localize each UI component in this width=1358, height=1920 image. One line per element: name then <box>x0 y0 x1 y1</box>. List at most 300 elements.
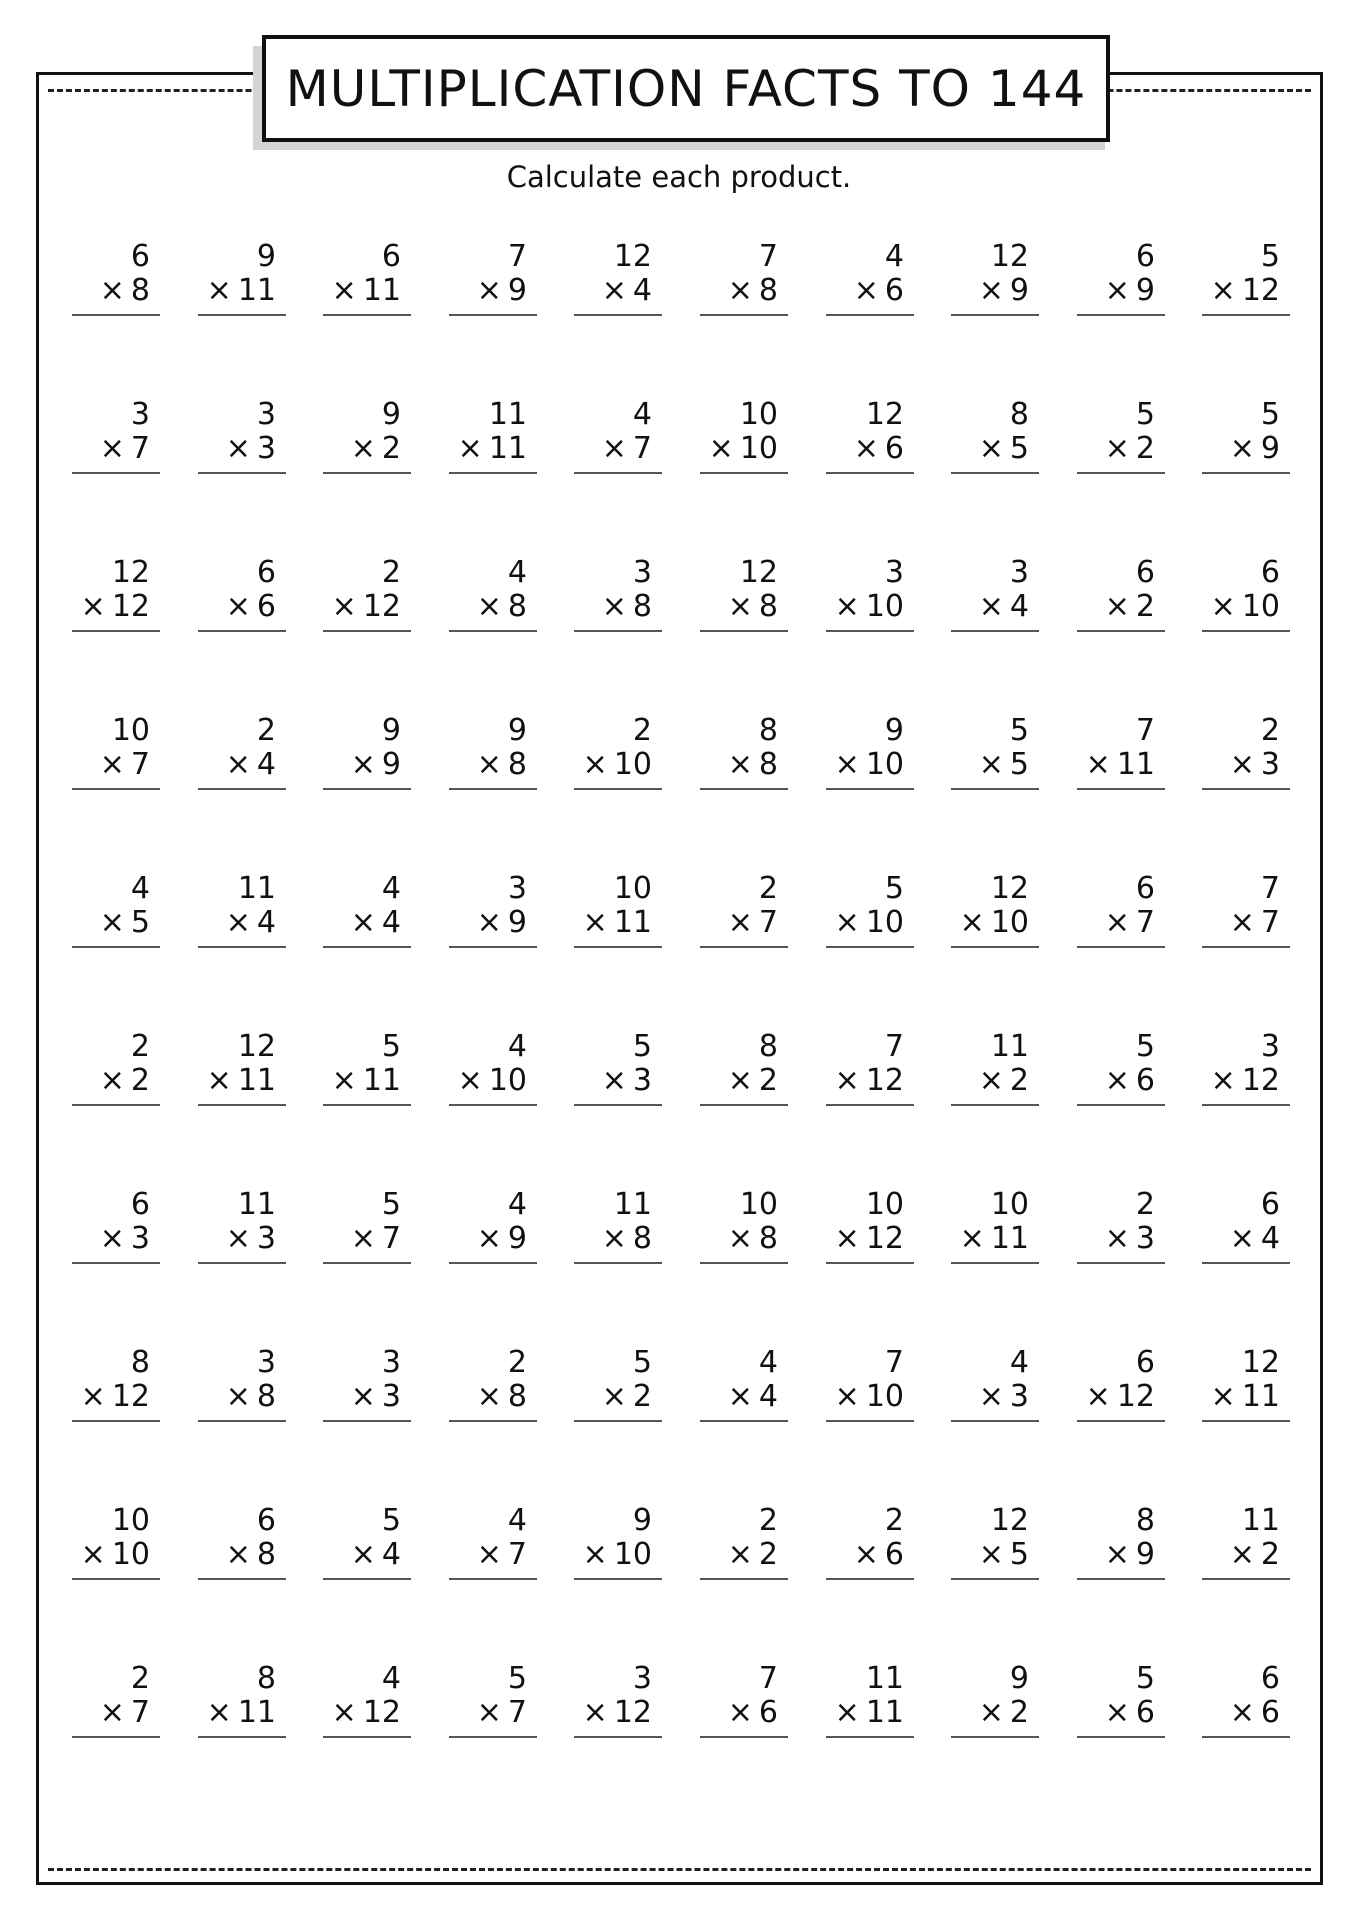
multiplier-value: 8 <box>758 747 778 782</box>
answer-line[interactable] <box>700 1262 788 1264</box>
multiplier <box>207 1064 276 1098</box>
multiplier-value: 8 <box>758 589 778 624</box>
answer-line[interactable] <box>700 1736 788 1738</box>
answer-line[interactable] <box>700 630 788 632</box>
multiply-sign: × <box>206 273 232 308</box>
problem-item <box>1077 1188 1165 1264</box>
answer-line[interactable] <box>1202 314 1290 316</box>
answer-line[interactable] <box>323 314 411 316</box>
multiplicand: 5 <box>1135 397 1155 432</box>
answer-line[interactable] <box>449 788 537 790</box>
multiplicand: 2 <box>884 1503 904 1538</box>
answer-line[interactable] <box>700 946 788 948</box>
multiplier <box>332 1696 401 1730</box>
multiplicand: 7 <box>758 1661 778 1696</box>
problem-item <box>198 556 286 632</box>
multiply-sign: × <box>1104 1537 1130 1572</box>
answer-line[interactable] <box>198 1104 286 1106</box>
multiplicand: 5 <box>507 1661 527 1696</box>
multiplier-value: 7 <box>130 431 150 466</box>
answer-line[interactable] <box>700 314 788 316</box>
answer-line[interactable] <box>1077 1104 1165 1106</box>
multiplier <box>835 590 904 624</box>
multiplicand: 3 <box>884 555 904 590</box>
problem-item <box>72 714 160 790</box>
problem-item <box>1077 1662 1165 1738</box>
multiplier <box>728 1064 778 1098</box>
multiplicand: 4 <box>1009 1345 1029 1380</box>
multiply-sign: × <box>582 1537 608 1572</box>
answer-line[interactable] <box>700 1578 788 1580</box>
multiplier-value: 11 <box>362 1063 401 1098</box>
problem-item <box>449 1188 537 1264</box>
problem-item <box>323 1188 411 1264</box>
answer-line[interactable] <box>198 788 286 790</box>
problem-item <box>198 1188 286 1264</box>
problem-item <box>574 1188 662 1264</box>
problem-item <box>1077 1504 1165 1580</box>
multiplier <box>1105 1538 1155 1572</box>
multiplicand: 2 <box>130 1661 150 1696</box>
multiplier <box>1230 432 1280 466</box>
answer-line[interactable] <box>1077 1420 1165 1422</box>
multiplier <box>477 1696 527 1730</box>
problem-item <box>1202 714 1290 790</box>
answer-line[interactable] <box>700 1104 788 1106</box>
multiplicand: 5 <box>1009 713 1029 748</box>
answer-line[interactable] <box>574 1736 662 1738</box>
answer-line[interactable] <box>826 1262 914 1264</box>
answer-line[interactable] <box>574 788 662 790</box>
multiplicand: 3 <box>381 1345 401 1380</box>
multiplier <box>583 1538 652 1572</box>
multiply-sign: × <box>476 589 502 624</box>
multiplier-value: 2 <box>381 431 401 466</box>
multiplier-value: 9 <box>507 273 527 308</box>
multiply-sign: × <box>834 1221 860 1256</box>
problem-item <box>700 1188 788 1264</box>
multiplier <box>477 748 527 782</box>
multiplier-value: 12 <box>865 1221 904 1256</box>
answer-line[interactable] <box>1077 314 1165 316</box>
multiplier <box>960 1222 1029 1256</box>
answer-line[interactable] <box>1077 1578 1165 1580</box>
multiplicand: 9 <box>256 239 276 274</box>
problem-item <box>826 872 914 948</box>
answer-line[interactable] <box>323 1420 411 1422</box>
problem-item <box>198 714 286 790</box>
multiply-sign: × <box>959 1221 985 1256</box>
multiplier-value: 8 <box>507 747 527 782</box>
multiplicand: 2 <box>758 871 778 906</box>
multiplier-value: 12 <box>111 589 150 624</box>
answer-line[interactable] <box>72 1736 160 1738</box>
answer-line[interactable] <box>72 788 160 790</box>
answer-line[interactable] <box>449 946 537 948</box>
answer-line[interactable] <box>323 788 411 790</box>
multiplier <box>728 1696 778 1730</box>
problem-item <box>198 398 286 474</box>
multiplicand: 6 <box>1135 871 1155 906</box>
problem-item <box>1202 240 1290 316</box>
answer-line[interactable] <box>574 1262 662 1264</box>
multiplier-value: 12 <box>1116 1379 1155 1414</box>
multiplicand: 2 <box>256 713 276 748</box>
multiplier <box>960 906 1029 940</box>
multiplicand: 8 <box>758 713 778 748</box>
multiplier-value: 10 <box>613 747 652 782</box>
answer-line[interactable] <box>826 946 914 948</box>
answer-line[interactable] <box>1202 1262 1290 1264</box>
multiplier <box>351 432 401 466</box>
multiply-sign: × <box>99 431 125 466</box>
multiplier-value: 10 <box>865 589 904 624</box>
multiply-sign: × <box>1104 1221 1130 1256</box>
multiplicand: 4 <box>507 1503 527 1538</box>
answer-line[interactable] <box>198 314 286 316</box>
multiply-sign: × <box>225 1379 251 1414</box>
answer-line[interactable] <box>574 630 662 632</box>
problem-item <box>700 714 788 790</box>
multiplicand: 10 <box>990 1187 1029 1222</box>
answer-line[interactable] <box>951 1104 1039 1106</box>
answer-line[interactable] <box>574 1420 662 1422</box>
multiply-sign: × <box>350 747 376 782</box>
multiply-sign: × <box>99 1695 125 1730</box>
answer-line[interactable] <box>574 1578 662 1580</box>
multiplier <box>602 432 652 466</box>
multiplier <box>835 748 904 782</box>
multiplier-value: 8 <box>632 589 652 624</box>
answer-line[interactable] <box>951 1578 1039 1580</box>
problem-item <box>449 1662 537 1738</box>
answer-line[interactable] <box>1202 946 1290 948</box>
multiplier <box>477 590 527 624</box>
multiplicand: 4 <box>507 1187 527 1222</box>
answer-line[interactable] <box>198 946 286 948</box>
multiplier-value: 3 <box>256 1221 276 1256</box>
multiplicand: 11 <box>865 1661 904 1696</box>
multiplier-value: 2 <box>130 1063 150 1098</box>
multiply-sign: × <box>225 1221 251 1256</box>
multiply-sign: × <box>978 1379 1004 1414</box>
problem-item <box>1202 1346 1290 1422</box>
answer-line[interactable] <box>951 946 1039 948</box>
multiplicand: 5 <box>1135 1029 1155 1064</box>
problem-item <box>323 1030 411 1106</box>
answer-line[interactable] <box>323 472 411 474</box>
answer-line[interactable] <box>323 1104 411 1106</box>
multiplicand: 8 <box>758 1029 778 1064</box>
problem-item <box>72 1662 160 1738</box>
problem-item <box>1202 1504 1290 1580</box>
multiplier <box>332 1064 401 1098</box>
answer-line[interactable] <box>826 788 914 790</box>
multiplier <box>1105 590 1155 624</box>
multiplier-value: 2 <box>632 1379 652 1414</box>
answer-line[interactable] <box>574 1104 662 1106</box>
answer-line[interactable] <box>323 630 411 632</box>
answer-line[interactable] <box>323 946 411 948</box>
multiply-sign: × <box>1229 1695 1255 1730</box>
problem-item <box>449 240 537 316</box>
problem-item <box>198 1662 286 1738</box>
problem-item <box>72 240 160 316</box>
multiplier-value: 11 <box>990 1221 1029 1256</box>
answer-line[interactable] <box>1077 1262 1165 1264</box>
multiply-sign: × <box>978 431 1004 466</box>
problem-item <box>449 398 537 474</box>
multiply-sign: × <box>727 273 753 308</box>
multiply-sign: × <box>727 747 753 782</box>
multiplicand: 3 <box>632 1661 652 1696</box>
multiply-sign: × <box>727 589 753 624</box>
multiplier <box>226 1380 276 1414</box>
multiplier-value: 10 <box>488 1063 527 1098</box>
multiplicand: 6 <box>130 1187 150 1222</box>
multiplier-value: 11 <box>865 1695 904 1730</box>
answer-line[interactable] <box>951 1420 1039 1422</box>
answer-line[interactable] <box>826 1104 914 1106</box>
problem-item <box>323 556 411 632</box>
multiplier-value: 11 <box>1116 747 1155 782</box>
answer-line[interactable] <box>449 1262 537 1264</box>
multiply-sign: × <box>834 1379 860 1414</box>
multiply-sign: × <box>1229 1221 1255 1256</box>
answer-line[interactable] <box>198 1420 286 1422</box>
multiplicand: 2 <box>507 1345 527 1380</box>
multiply-sign: × <box>331 1063 357 1098</box>
problem-item <box>574 1346 662 1422</box>
multiplicand: 3 <box>507 871 527 906</box>
multiplier-value: 8 <box>256 1379 276 1414</box>
multiply-sign: × <box>99 273 125 308</box>
multiplier-value: 9 <box>1009 273 1029 308</box>
problem-item <box>826 714 914 790</box>
multiplier <box>1230 906 1280 940</box>
problem-item <box>700 1504 788 1580</box>
multiplier <box>854 1538 904 1572</box>
problem-item <box>700 240 788 316</box>
answer-line[interactable] <box>574 946 662 948</box>
problem-item <box>198 1346 286 1422</box>
problem-item <box>449 714 537 790</box>
multiplicand: 10 <box>111 713 150 748</box>
multiplier <box>351 1538 401 1572</box>
answer-line[interactable] <box>449 472 537 474</box>
answer-line[interactable] <box>1077 946 1165 948</box>
problem-item <box>574 714 662 790</box>
multiplicand: 9 <box>507 713 527 748</box>
problem-item <box>449 1346 537 1422</box>
answer-line[interactable] <box>72 472 160 474</box>
multiply-sign: × <box>99 1063 125 1098</box>
multiplier-value: 6 <box>884 273 904 308</box>
answer-line[interactable] <box>72 1262 160 1264</box>
multiply-sign: × <box>959 905 985 940</box>
answer-line[interactable] <box>951 630 1039 632</box>
multiply-sign: × <box>457 431 483 466</box>
multiply-sign: × <box>727 1063 753 1098</box>
answer-line[interactable] <box>72 314 160 316</box>
answer-line[interactable] <box>700 1420 788 1422</box>
multiplicand: 10 <box>111 1503 150 1538</box>
multiplier-value: 11 <box>362 273 401 308</box>
problem-item <box>951 1504 1039 1580</box>
answer-line[interactable] <box>826 1578 914 1580</box>
multiplier <box>1105 432 1155 466</box>
problem-item <box>1077 1346 1165 1422</box>
multiplier-value: 8 <box>632 1221 652 1256</box>
multiply-sign: × <box>99 1221 125 1256</box>
multiplicand: 2 <box>381 555 401 590</box>
answer-line[interactable] <box>198 472 286 474</box>
instruction-text: Calculate each product. <box>506 160 852 194</box>
problem-item <box>574 872 662 948</box>
answer-line[interactable] <box>449 314 537 316</box>
multiplier <box>728 590 778 624</box>
problem-item <box>700 1662 788 1738</box>
multiplier <box>728 274 778 308</box>
multiplier-value: 6 <box>1135 1695 1155 1730</box>
answer-line[interactable] <box>826 314 914 316</box>
answer-line[interactable] <box>1077 1736 1165 1738</box>
multiplier-value: 10 <box>865 1379 904 1414</box>
answer-line[interactable] <box>951 1262 1039 1264</box>
answer-line[interactable] <box>574 472 662 474</box>
multiplier-value: 6 <box>256 589 276 624</box>
answer-line[interactable] <box>323 1262 411 1264</box>
multiply-sign: × <box>350 431 376 466</box>
answer-line[interactable] <box>1202 1420 1290 1422</box>
multiply-sign: × <box>978 589 1004 624</box>
multiply-sign: × <box>727 905 753 940</box>
multiplier <box>226 748 276 782</box>
answer-line[interactable] <box>1202 1578 1290 1580</box>
multiplicand: 6 <box>1260 1187 1280 1222</box>
answer-line[interactable] <box>72 1578 160 1580</box>
answer-line[interactable] <box>826 630 914 632</box>
multiplier <box>100 274 150 308</box>
multiplier <box>477 1222 527 1256</box>
multiplier <box>583 906 652 940</box>
problem-item <box>449 556 537 632</box>
multiply-sign: × <box>727 1221 753 1256</box>
answer-line[interactable] <box>1202 788 1290 790</box>
answer-line[interactable] <box>1077 472 1165 474</box>
multiplier <box>728 748 778 782</box>
problem-item <box>1202 1188 1290 1264</box>
multiply-sign: × <box>1210 1379 1236 1414</box>
multiplier <box>100 432 150 466</box>
answer-line[interactable] <box>1202 1736 1290 1738</box>
multiply-sign: × <box>978 1063 1004 1098</box>
answer-line[interactable] <box>198 1262 286 1264</box>
answer-line[interactable] <box>449 630 537 632</box>
multiply-sign: × <box>476 1537 502 1572</box>
multiply-sign: × <box>582 905 608 940</box>
multiplier-value: 11 <box>237 1063 276 1098</box>
answer-line[interactable] <box>1202 1104 1290 1106</box>
answer-line[interactable] <box>198 1736 286 1738</box>
multiplier-value: 12 <box>1241 273 1280 308</box>
answer-line[interactable] <box>826 1736 914 1738</box>
answer-line[interactable] <box>1202 472 1290 474</box>
multiplier-value: 8 <box>507 1379 527 1414</box>
multiply-sign: × <box>1229 431 1255 466</box>
multiplier <box>1211 1380 1280 1414</box>
problem-item <box>1077 240 1165 316</box>
answer-line[interactable] <box>951 314 1039 316</box>
answer-line[interactable] <box>826 472 914 474</box>
multiply-sign: × <box>350 905 376 940</box>
multiplier <box>100 1064 150 1098</box>
answer-line[interactable] <box>951 472 1039 474</box>
problem-item <box>72 398 160 474</box>
multiply-sign: × <box>225 747 251 782</box>
answer-line[interactable] <box>198 630 286 632</box>
problem-item <box>1077 398 1165 474</box>
multiplicand: 12 <box>865 397 904 432</box>
problem-item <box>198 872 286 948</box>
answer-line[interactable] <box>1077 630 1165 632</box>
answer-line[interactable] <box>72 1420 160 1422</box>
multiplier <box>979 1064 1029 1098</box>
answer-line[interactable] <box>72 946 160 948</box>
multiplicand: 3 <box>256 1345 276 1380</box>
answer-line[interactable] <box>700 788 788 790</box>
answer-line[interactable] <box>1077 788 1165 790</box>
multiplicand: 2 <box>1260 713 1280 748</box>
answer-line[interactable] <box>72 1104 160 1106</box>
answer-line[interactable] <box>72 630 160 632</box>
multiplicand: 2 <box>130 1029 150 1064</box>
multiplier-value: 2 <box>1135 589 1155 624</box>
multiply-sign: × <box>978 1695 1004 1730</box>
answer-line[interactable] <box>951 788 1039 790</box>
answer-line[interactable] <box>700 472 788 474</box>
multiplier-value: 8 <box>130 273 150 308</box>
answer-line[interactable] <box>323 1578 411 1580</box>
multiplier <box>979 590 1029 624</box>
multiplier-value: 8 <box>507 589 527 624</box>
multiplicand: 4 <box>632 397 652 432</box>
multiplier <box>100 748 150 782</box>
answer-line[interactable] <box>449 1736 537 1738</box>
answer-line[interactable] <box>323 1736 411 1738</box>
answer-line[interactable] <box>826 1420 914 1422</box>
answer-line[interactable] <box>1202 630 1290 632</box>
multiplier <box>583 1696 652 1730</box>
problem-item <box>1077 872 1165 948</box>
answer-line[interactable] <box>449 1420 537 1422</box>
answer-line[interactable] <box>574 314 662 316</box>
answer-line[interactable] <box>449 1104 537 1106</box>
multiplier <box>477 274 527 308</box>
multiplicand: 10 <box>739 397 778 432</box>
multiplier <box>1105 1222 1155 1256</box>
multiply-sign: × <box>206 1695 232 1730</box>
multiplier-value: 11 <box>1241 1379 1280 1414</box>
multiplicand: 9 <box>381 397 401 432</box>
answer-line[interactable] <box>198 1578 286 1580</box>
answer-line[interactable] <box>951 1736 1039 1738</box>
answer-line[interactable] <box>449 1578 537 1580</box>
multiplier <box>226 1538 276 1572</box>
multiplier-value: 10 <box>865 747 904 782</box>
problem-item <box>951 240 1039 316</box>
problem-item <box>951 1188 1039 1264</box>
